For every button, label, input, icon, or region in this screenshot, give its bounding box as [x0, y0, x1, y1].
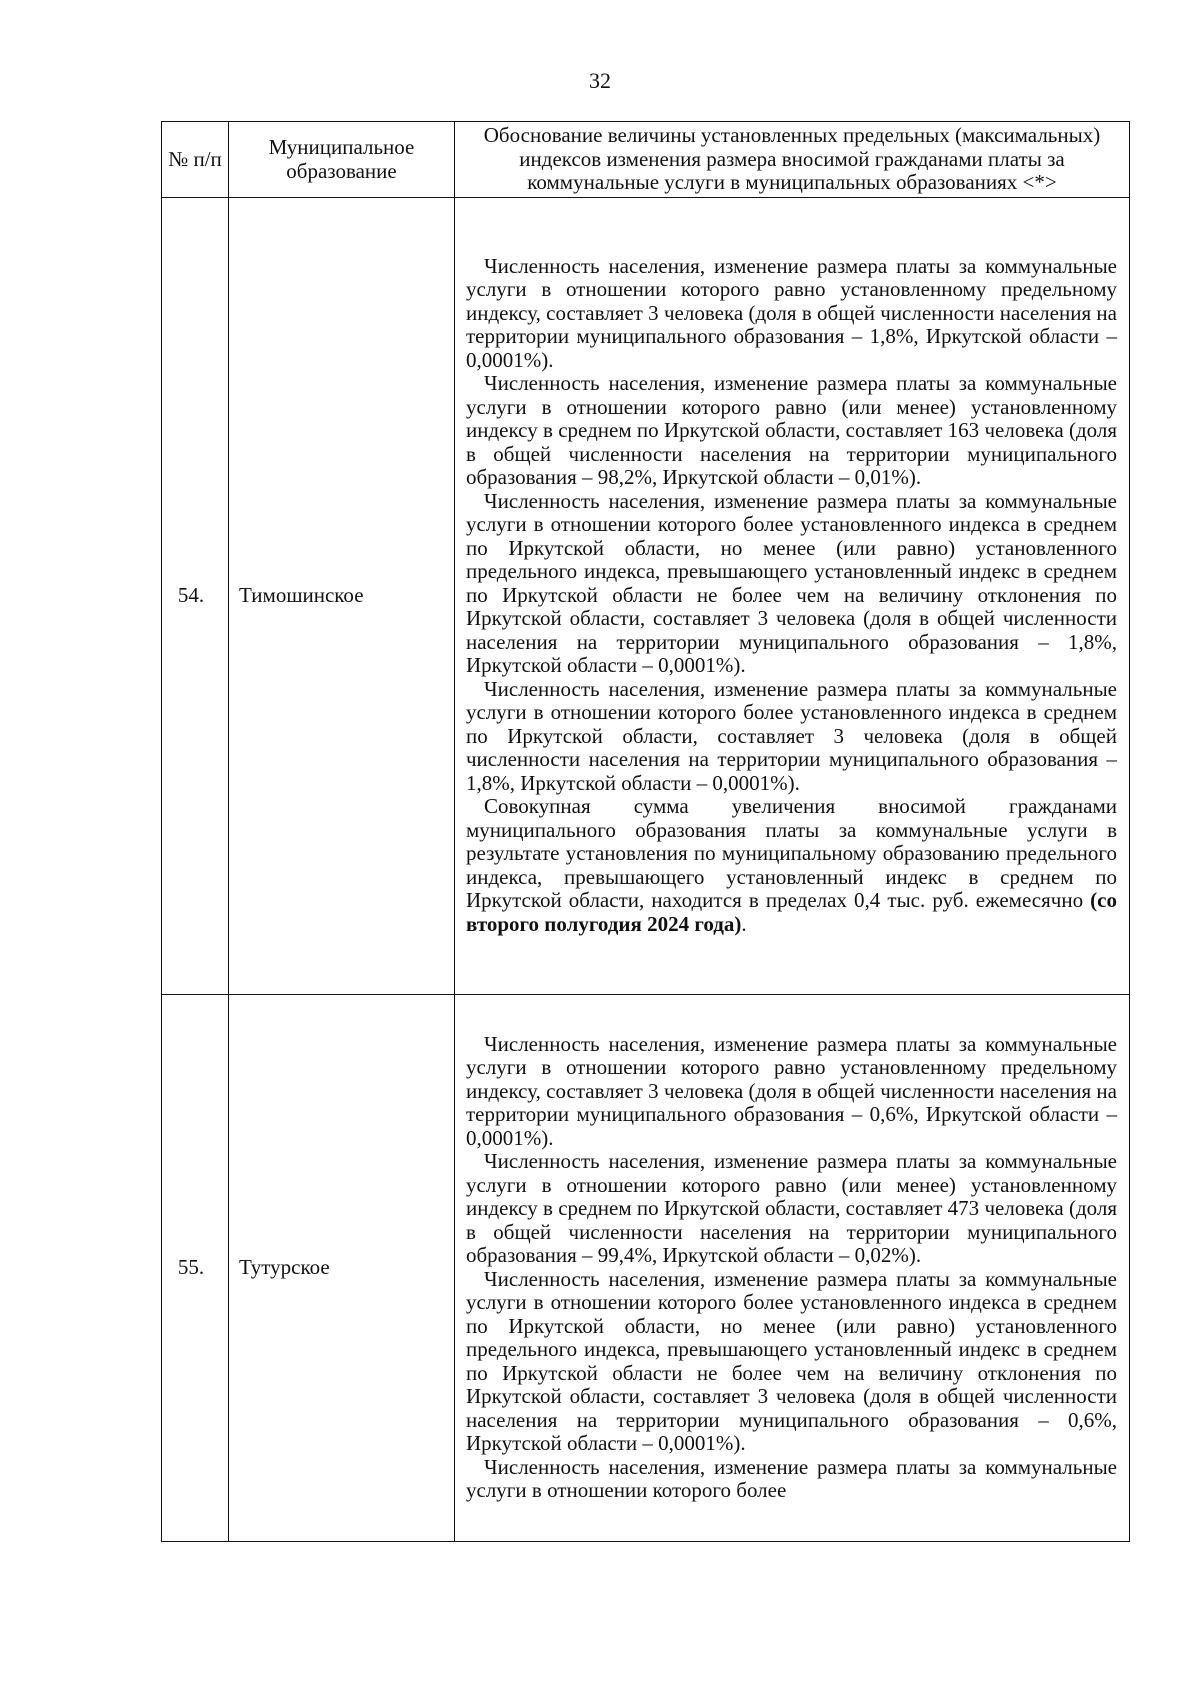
row-number: 55.: [162, 994, 229, 1541]
justification-paragraph: Численность населения, изменение размера платы за коммунальные услуги в отношении которого равно (или менее) установленному индексу в среднем по Иркутской области, составляет 163 человека (доля в общей численности населения на территории муниципального образования – 98,2%, Иркутской области – 0,01%).: [466, 371, 1117, 490]
header-number: № п/п: [162, 122, 229, 198]
justification-paragraph: Численность населения, изменение размера платы за коммунальные услуги в отношении которого более установленного индекса в среднем по Иркутской области, но менее (или равно) установленного предельного индекса, превышающего установленный индекс в среднем по Иркутской области не более чем на величину отклонения по Иркутской области, составляет 3 человека (доля в общей численности населения на территории муниципального образования – 0,6%, Иркутской области – 0,0001%).: [466, 1266, 1117, 1455]
row-municipality: Тимошинское: [229, 197, 455, 994]
justification-paragraph: Численность населения, изменение размера платы за коммунальные услуги в отношении которого равно установленному предельному индексу, составляет 3 человека (доля в общей численности населения на территории муниципального образования – 0,6%, Иркутской области – 0,0001%).: [466, 1031, 1117, 1150]
justification-paragraph: Численность населения, изменение размера платы за коммунальные услуги в отношении которого более установленного индекса в среднем по Иркутской области, составляет 3 человека (доля в общей численности населения на территории муниципального образования – 1,8%, Иркутской области – 0,0001%).: [466, 676, 1117, 795]
justification-table: [161, 121, 1130, 1542]
row-justification: [455, 994, 1130, 1541]
summary-period: (со второго полугодия 2024 года): [466, 888, 1117, 936]
table-header-row: [162, 122, 1130, 198]
row-municipality: Тутурское: [229, 994, 455, 1541]
header-justification: Обоснование величины установленных предельных (максимальных) индексов изменения размера вносимой гражданами платы за коммунальные услуги в муниципальных образованиях <*>: [455, 122, 1130, 198]
table-row: [162, 994, 1130, 1541]
summary-text: Совокупная сумма увеличения вносимой гражданами муниципального образования платы за коммунальные услуги в результате установления по муниципальному образованию предельного индекса, превышающего установленный индекс в среднем по Иркутской области, находится в пределах 0,4 тыс. руб. ежемесячно: [466, 794, 1117, 913]
justification-paragraph: Численность населения, изменение размера платы за коммунальные услуги в отношении которого равно (или менее) установленному индексу в среднем по Иркутской области, составляет 473 человека (доля в общей численности населения на территории муниципального образования – 99,4%, Иркутской области – 0,02%).: [466, 1149, 1117, 1267]
table-row: [162, 197, 1130, 994]
row-number: 54.: [162, 197, 229, 994]
summary-paragraph: [466, 795, 1117, 936]
page-number: 32: [589, 68, 611, 93]
justification-paragraph: Численность населения, изменение размера платы за коммунальные услуги в отношении которого более установленного индекса в среднем по Иркутской области, но менее (или равно) установленного предельного индекса, превышающего установленный индекс в среднем по Иркутской области не более чем на величину отклонения по Иркутской области, составляет 3 человека (доля в общей численности населения на территории муниципального образования – 1,8%, Иркутской области – 0,0001%).: [466, 488, 1117, 678]
justification-paragraph: Численность населения, изменение размера платы за коммунальные услуги в отношении которого равно установленному предельному индексу, составляет 3 человека (доля в общей численности населения на территории муниципального образования – 1,8%, Иркутской области – 0,0001%).: [466, 253, 1117, 372]
row-justification: [455, 197, 1130, 994]
justification-paragraph: Численность населения, изменение размера платы за коммунальные услуги в отношении которого более: [466, 1454, 1117, 1502]
header-municipality: Муниципальное образование: [229, 122, 455, 198]
summary-end: .: [741, 911, 747, 936]
